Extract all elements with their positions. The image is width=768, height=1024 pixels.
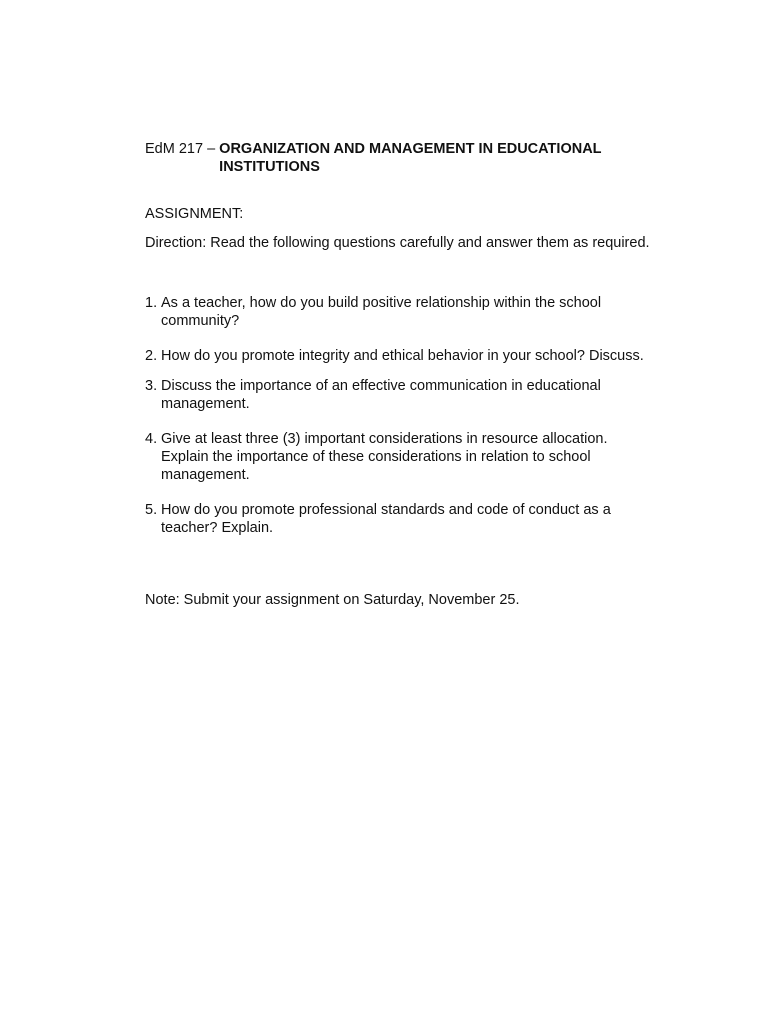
course-code: EdM 217 – — [145, 141, 220, 157]
question-number: 4. — [145, 431, 158, 447]
question-list — [145, 294, 685, 537]
question-text: As a teacher, how do you build positive relationship within the school community? — [161, 295, 602, 329]
question-item — [145, 294, 685, 330]
question-item — [145, 430, 685, 484]
submission-note: Note: Submit your assignment on Saturday, November 25. — [145, 592, 520, 608]
question-item — [145, 501, 685, 537]
document-title — [145, 140, 705, 176]
question-text: Discuss the importance of an effective communication in educational management. — [161, 378, 601, 412]
question-item — [145, 377, 685, 413]
course-title: ORGANIZATION AND MANAGEMENT IN EDUCATIONAL INSTITUTIONS — [219, 141, 602, 175]
question-number: 3. — [145, 378, 158, 394]
direction-text: Direction: Read the following questions carefully and answer them as required. — [145, 235, 650, 251]
question-text: Give at least three (3) important considerations in resource allocation. Explain the importance of these considerations in relation to school management. — [161, 431, 608, 483]
question-item — [145, 347, 685, 365]
question-number: 1. — [145, 295, 158, 311]
question-number: 2. — [145, 348, 158, 364]
question-text: How do you promote professional standards and code of conduct as a teacher? Explain. — [161, 502, 611, 536]
assignment-heading: ASSIGNMENT: — [145, 206, 244, 222]
question-number: 5. — [145, 502, 158, 518]
question-text: How do you promote integrity and ethical behavior in your school? Discuss. — [161, 348, 644, 364]
